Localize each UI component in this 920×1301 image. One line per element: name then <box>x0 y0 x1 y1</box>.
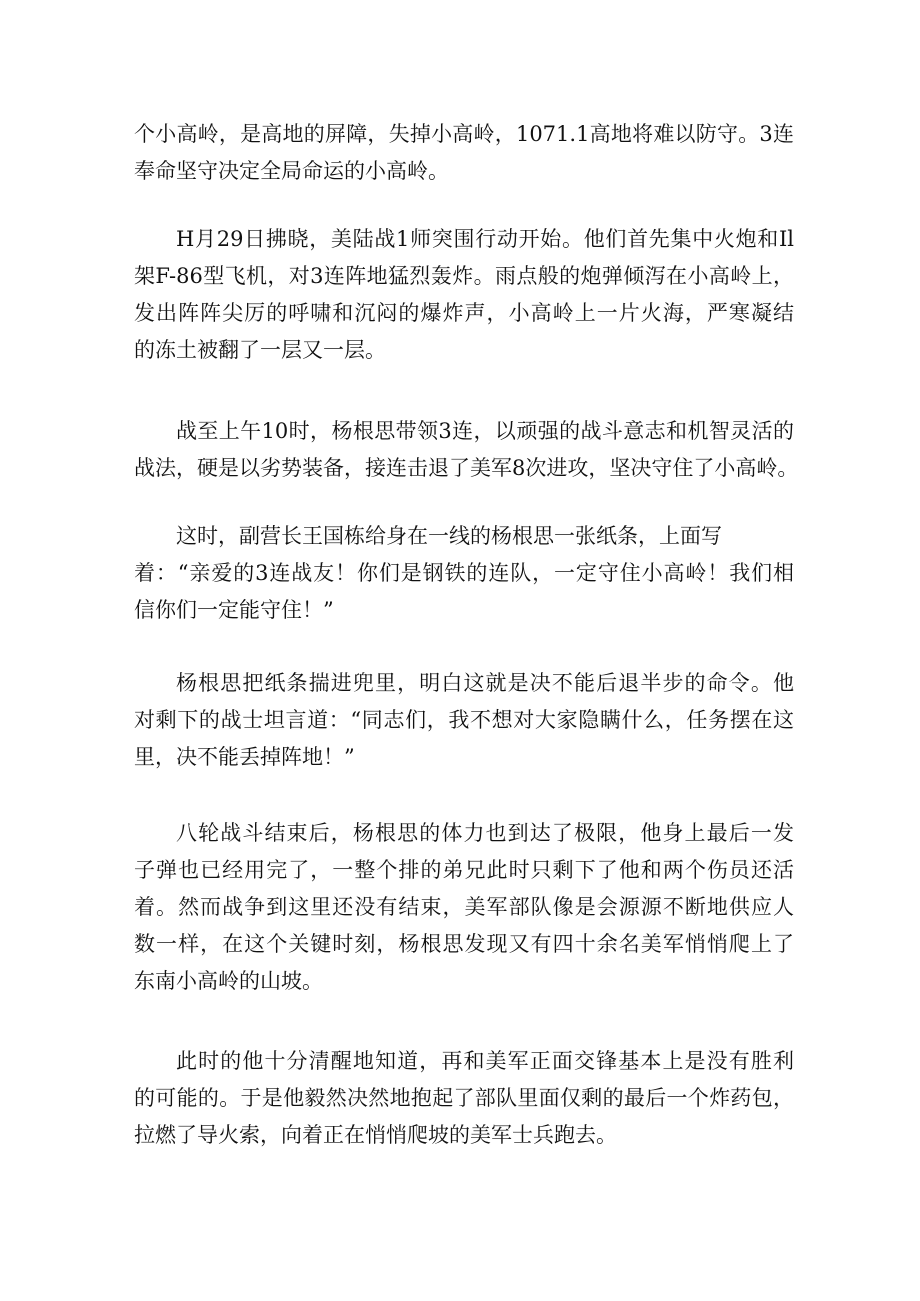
paragraph-2 <box>134 221 794 369</box>
text-line: 奉命坚守决定全局命运的小高岭。 <box>134 159 449 183</box>
text-line: 杨根思把纸条揣进兜里，明白这就是决不能后退半步的命令。他 <box>176 671 794 695</box>
paragraph-3 <box>134 413 799 487</box>
paragraph-5 <box>134 665 794 776</box>
text-line: 的可能的。于是他毅然决然地抱起了部队里面仅剩的最后一个炸药包， <box>134 1086 794 1110</box>
paragraph-7 <box>134 1043 794 1154</box>
text-line: 发出阵阵尖厉的呼啸和沉闷的爆炸声，小高岭上一片火海，严寒凝结 <box>134 301 794 325</box>
text-line: 着：“亲爱的3连战友！你们是钢铁的连队，一定守住小高岭！我们相 <box>134 561 794 585</box>
text-line: 数一样，在这个关键时刻，杨根思发现又有四十余名美军悄悄爬上了 <box>134 932 794 956</box>
text-line: 架F-86型飞机，对3连阵地猛烈轰炸。雨点般的炮弹倾泻在小高岭上， <box>134 264 794 288</box>
text-line: H月29日拂晓，美陆战1师突围行动开始。他们首先集中火炮和Il <box>176 227 794 251</box>
text-line: 战法，硬是以劣势装备，接连击退了美军8次进攻，坚决守住了小高岭。 <box>134 456 799 480</box>
text-line: 里，决不能丢掉阵地！” <box>134 745 355 769</box>
text-line: 的冻土被翻了一层又一层。 <box>134 338 386 362</box>
paragraph-4 <box>134 518 794 629</box>
text-line: 着。然而战争到这里还没有结束，美军部队像是会源源不断地供应人 <box>134 895 794 919</box>
text-line: 对剩下的战士坦言道：“同志们，我不想对大家隐瞒什么，任务摆在这 <box>134 708 794 732</box>
text-line: 个小高岭，是高地的屏障，失掉小高岭，1071.1高地将难以防守。3连 <box>134 122 794 146</box>
text-line: 拉燃了导火索，向着正在悄悄爬坡的美军士兵跑去。 <box>134 1123 617 1147</box>
text-line: 信你们一定能守住！” <box>134 598 334 622</box>
text-line: 这时，副营长王国栋给身在一线的杨根思一张纸条，上面写 <box>176 524 722 548</box>
text-line: 八轮战斗结束后，杨根思的体力也到达了极限，他身上最后一发 <box>176 821 794 845</box>
paragraph-6 <box>134 815 794 1000</box>
text-line: 此时的他十分清醒地知道，再和美军正面交锋基本上是没有胜利 <box>176 1049 794 1073</box>
text-line: 东南小高岭的山坡。 <box>134 969 323 993</box>
paragraph-1 <box>134 116 794 190</box>
text-line: 子弹也已经用完了，一整个排的弟兄此时只剩下了他和两个伤员还活 <box>134 858 794 882</box>
text-line: 战至上午10时，杨根思带领3连，以顽强的战斗意志和机智灵活的 <box>176 419 794 443</box>
